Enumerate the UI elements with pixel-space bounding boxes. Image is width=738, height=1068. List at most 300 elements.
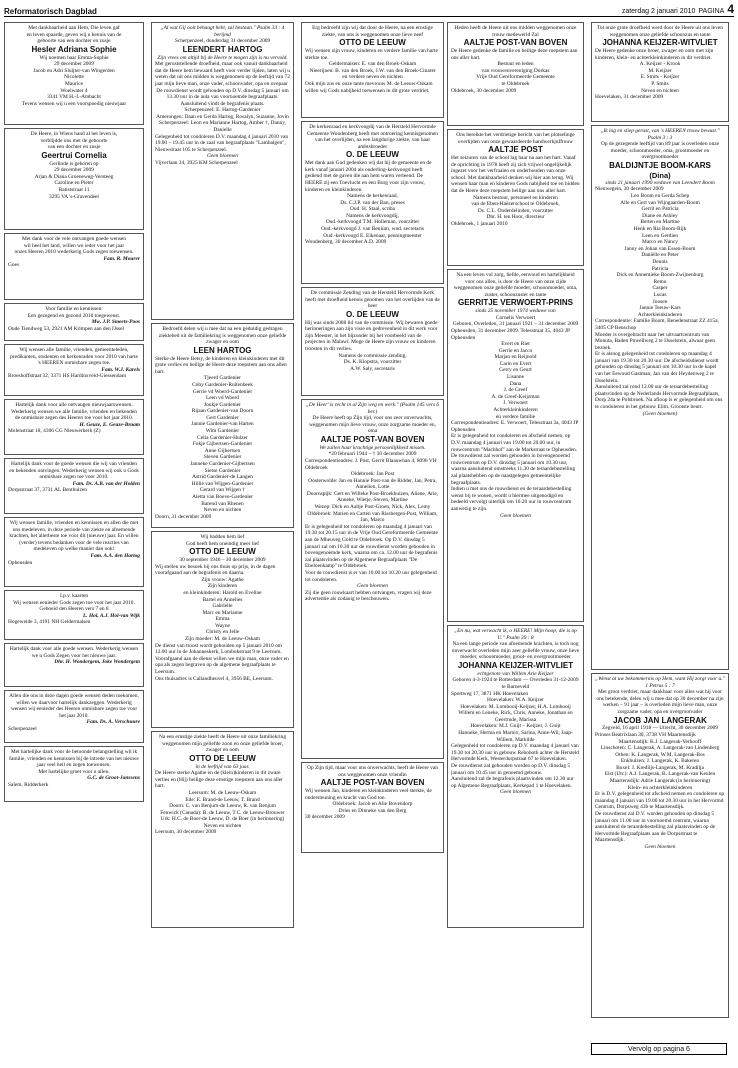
notice-family-line: en kleinkinderen: Harold en Eveline xyxy=(183,589,262,596)
notice-family-line: Steven Gardenier xyxy=(203,454,242,461)
notice-box xyxy=(447,269,584,622)
notice-signature: Mw. J.P. Smeets-Poos xyxy=(91,319,140,326)
notice-name: Geertrui Cornelia xyxy=(41,150,107,160)
notice-name: JOHANNA KEIJZER-WITVLIET xyxy=(457,660,574,670)
notice-line: De Heere, in Wiens hand al het leven is, xyxy=(30,131,118,137)
notice-box xyxy=(4,303,144,341)
notice-name: OTTO DE LEEUW xyxy=(189,753,256,763)
notice-box xyxy=(447,129,584,266)
notice-family-line: J. de Greef xyxy=(503,387,528,394)
notice-body: Met dank aan God gedenken wij dat hij de gemeente en de kerk vanaf januari 2004 als ouderling-kerkvoogd heeft gediend met de gaven die aan hem waren verleend. De HEERE zij een Toevlucht en een Burg voor zijn vrouw, kinderen en kleinkinderen. xyxy=(305,160,432,193)
notice-body-line: Gerlinde is geboren op xyxy=(49,160,99,167)
notice-family-line: Carin en Evert xyxy=(499,360,532,367)
notice-family-line: A.W. Saly, secretaris xyxy=(350,365,395,372)
notice-motto: „Ik lag en sliep gerust, van 's HEEREN trouw bewust." Psalm 3 : 3 xyxy=(600,128,720,141)
notice-family-line: Berten en Martine xyxy=(640,219,680,226)
notice-family-line: Zijn vrouw: Agathe xyxy=(201,576,244,583)
notice-footer: Vijverlaan 34, 3925 KM Scherpenzeel xyxy=(155,160,238,167)
notice-signature: H. Geuze, E. Geuze-Braam xyxy=(79,421,140,428)
notice-extra: De dienst van troost wordt gehouden op 5 januari 2010 om 13.00 uur in de Johanneskerk, Lombokstraat 9 te Leersum. Voorafgaand aan de dienst willen we mijn man, onze vader en opa als zegen begraven op de algemene begraafplaats te Leersum. xyxy=(155,642,289,676)
column-3 xyxy=(301,22,444,853)
notice-line: Wij wensen alle familie, vrienden, gemeenteleden, predikanten, studenten en kerkenraden voor 2010 van harte 's HEEREN onmisbare zegen toe. xyxy=(10,347,138,367)
notice-family-line: Barend van Rhenen xyxy=(201,500,244,507)
notice-extra: Gelegenheid tot condoleren op D.V. maandag 4 januari van 19.30 tot 20.30 uur in gebouw Rehoboth achter de Hersteld Hervormde Kerk, Westerdorpstraat 67 te Hoevelaken. xyxy=(451,743,580,763)
notice-line: Met dankbaarheid aan Hem, Die leven gaf xyxy=(28,25,120,31)
notice-family-line: Gerry en Geurt xyxy=(499,367,532,374)
notice-family-line: Joosen xyxy=(652,298,668,305)
notice-sub: Zijn vrees om altijd bij de Heere te mogen zijn is nu vervuld. xyxy=(157,54,288,61)
notice-family-line: Celia Gardenier-Hulzer xyxy=(197,434,248,441)
notice-sub: sinds 21 januari 1990 weduwe van Leendert Boom xyxy=(605,179,715,186)
notice-box xyxy=(4,22,144,125)
notice-box xyxy=(151,22,294,320)
notice-line: Hartelijk dank voor alle goede wensen. Wederkerig wensen we u Gods Zegen voor het nieuwe jaar. xyxy=(9,646,139,659)
notice-line: Allen die ons in deze dagen goede wensen deden toekomen, willen we daarvoor hartelijk dankzeggen. Wederkerig wensen wij eenieder des Heeren onmisbare zegen toe voor het jaar 2010. xyxy=(9,693,139,719)
notice-footer: Zij die geen rouwkaart hebben ontvangen, vragen wij deze advertentie als zodanig te beschouwen. xyxy=(305,589,432,603)
notice-family-line: van vrouwenvereniging Dorkas xyxy=(481,67,550,74)
notice-box xyxy=(301,399,444,759)
notice-body: Het seizuren van de school lag haar na aan het hart. Vanaf de oprichting in 1978 heeft zij zich vrijwel ongelijkelijk ingezet voor het verfraaien en onderhouden van onze school. Met dankbaarheid denken wij hier aan terug. Wij wensen haar man en kinderen Gods nabijheid toe en bidden dat de Heere deze roepstem heilige aan ons aller hart. xyxy=(451,154,580,194)
notice-body: Sterke de Heere Betsy, de kinderen en kleinkinderen met dit grote verlies en heilige de Heere deze roepstem aan ons allen hart. xyxy=(155,355,287,375)
notice-family-line: Ede: E. Brand-de Leeuw, T. Brand xyxy=(185,796,260,803)
notice-extra: Correspondentie: Familie Boom, Benedenstraat ZZ 415a, 3405 CP Benschop xyxy=(595,318,719,331)
notice-family-line: Evert en Riet xyxy=(501,341,530,348)
notice-line: God heeft hem oneindig meer lief xyxy=(186,540,259,547)
notice-family-line: Enkhuizen: J. Langerak, K. Bakeren xyxy=(620,758,700,765)
notice-line: Met dank voor de vele ontvangen goede wensen xyxy=(21,236,127,242)
notice-extra: Er is D.V. gelegenheid tot afscheid nemen en condoleren op maandag 4 januari van 19.00 tot 20.30 uur in het Hervormd Centrum, Dorpsweg 43b te Maartensdijk. xyxy=(595,791,725,811)
notice-body-line: Arjan & Diana Groeneweg-Versteeg xyxy=(34,173,114,180)
notice-family-line: Tjeerd Gardenier xyxy=(204,375,241,382)
notice-line: Hartelijk dank voor de goede wensen die wij van vrienden en bekenden ontvingen. Wederkerig wensen wij ook u Gods onmisbare zegen toe voor 2010. xyxy=(9,461,139,481)
notice-name: GERRITJE VERWOERT-PRINS xyxy=(458,298,573,308)
notice-family-line: Maartensdijk: Adrie Langerak (in herinnering) xyxy=(609,778,711,785)
notice-motto: „De Heer' is recht in al Zijn weg en werk." (Psalm 145 vers 6 ber.) xyxy=(305,402,440,415)
notice-place: Molenstraat 18, 4306 CG Nieuwerkerk (Z) xyxy=(8,428,101,435)
notice-family-line: Ds. C.L. Onderdelinden, voorzitter xyxy=(477,207,554,214)
notice-family-line: Willem en Leneke, Rick, Chris, Anneke, Jonathan en Geertrude, Marissa xyxy=(458,710,573,723)
notice-family-line: Dana xyxy=(509,380,522,387)
notice-family-line: van de Eben-Haëzerschool te Oldebroek, xyxy=(471,201,560,208)
notice-family-line: en verdere familie xyxy=(495,413,536,420)
notice-line: Wij hadden hem lief xyxy=(200,534,245,540)
notice-family-line: Dick en Annemieke Boom-Zwijnenburg xyxy=(616,272,704,279)
notice-signature: Fam. A.A. den Hartog xyxy=(90,552,140,559)
notice-name: AALTJE POST-VAN BOVEN xyxy=(320,434,425,444)
notice-family-line: Gerard van Wijgen † xyxy=(199,487,246,494)
notice-signature: Dhr. H. Wondergem, Joke Wondergem xyxy=(54,659,140,666)
notice-family-line: Scherpenzeel: E. Hartog-Gardenier xyxy=(184,107,261,114)
notice-box xyxy=(447,22,584,126)
notice-footer: 30 december 2009 xyxy=(305,814,345,821)
notice-sub: echtgenote van Willem Arie Keijzer xyxy=(477,670,554,677)
notice-box xyxy=(151,323,294,528)
notice-extra: Ook mijn zus en onze tante mevrouw M. de Leeuw-Oskam willen wij Gods nabijheid toewensen in dit grote verdriet. xyxy=(305,80,433,94)
notice-family-line: Ds. C.J.P. van der Ban, preses xyxy=(340,199,405,206)
notice-family-line: Oud. H. Staal, scriba xyxy=(350,206,395,213)
notice-family-line: Leo Boom en Gerda Schep xyxy=(630,193,690,200)
notice-family-line: Gerrit en Patricia xyxy=(641,206,679,213)
notice-family-line: Astrid Gardenier-de Langen xyxy=(192,474,253,481)
notice-closing: (Geen bloemen) xyxy=(642,410,678,417)
notice-extra: Moeder is overgebracht naar het uitvaartcentrum van Monuta, Baden Powellweg 2 te IJsselstein, alwaar geen bezoek. xyxy=(595,331,715,351)
notice-place: Oude Tiendweg 53, 2921 AM Krimpen aan den IJssel xyxy=(8,325,125,332)
notice-line: onzes Heeren 2010 wederkerig Gods zegen toewensen. xyxy=(14,249,134,256)
notice-family-line: Achterkleinkinderen xyxy=(637,311,683,318)
notice-family-line: Jannie Teeuw-Kars xyxy=(639,305,681,312)
notice-family-line: Oldebroek: Jacob en Alie Bovendorp xyxy=(332,801,413,808)
notice-family-line: Achterkleinkinderen xyxy=(493,407,538,414)
notice-motto: „Wenst al uw bekommernis op Hem, want Hij zorgt voor u." 1 Petrus 5 : 7 xyxy=(595,676,725,689)
notice-family-line: Anne Gijbertsen xyxy=(204,447,241,454)
notice-family-line: J. Verwoert xyxy=(503,400,528,407)
notice-dates: 30 september 1946 – 30 december 2009 xyxy=(179,556,266,563)
notice-intro: Tot onze grote droefheid werd door de Heere uit ons leven weggenomen onze geliefde schoonzus en tante xyxy=(597,25,723,38)
notice-sub: Cornelis Verwoert xyxy=(495,314,536,321)
notice-family-line: Aletta van Boeve-Gardenier xyxy=(192,494,253,500)
notice-family-line: Hoevelaken: W.A. Keijzer xyxy=(487,697,544,704)
notice-box xyxy=(591,125,729,670)
notice-line: wil heel het land, willen we ieder voor het jaar xyxy=(23,242,125,249)
notice-extra: De rouwdienst zal D.V. worden gehouden op dinsdag 5 januari om 11.00 uur in voornoemd centrum, waarna aansluitend de teraardebestelling zal plaatsvinden op de Hervormde Begraafplaats aan de Dorpsstraat te Maartensdijk. xyxy=(595,811,716,844)
notice-family-line: Henk en Ria Boom-Rijk xyxy=(633,226,687,233)
notice-extra: Er is gelegenheid tot condoleren op maandag 4 januari van 19.30 tot 20.15 uur in de Vrije Oud Gereformeerde Gemeente aan de Mheuveg Gold te Oldebroek. Op D.V. dinsdag 5 januari zal om 10.30 uur de rouwdienst worden gehouden in bovengenoemde kerk, waarna om ca. 12.00 uur de begrafenis zal plaatsvinden op de Algemene Begraafplaats "De Ebeloenkamp" te Oldebroek. xyxy=(305,523,438,570)
notice-name: AALTJE POST-VAN BOVEN xyxy=(463,38,568,48)
notice-motto: „En nu, wat verwacht ik, o HEERE! Mijn hoop, die is op U." Psalm 39 : 8 xyxy=(454,628,577,641)
notice-body: De Heere gedenke onze broer, zwager en oom met zijn kinderen, klein- en achterkleinkinderen in dit verdriet. xyxy=(595,47,714,61)
notice-family-line: Hanneke, Herma en Marnix, Sarina, Anne-Wil, Jaap-Willem, Mathilde xyxy=(458,730,573,743)
notice-signature: Fam. Ds. A. Verschuure xyxy=(86,719,140,726)
notice-family-line: Oldebroek: Marien en Carten van Rissbergen-Post, William, Jan, Marco xyxy=(307,510,438,524)
notice-box xyxy=(4,344,144,396)
notice-signature: Fam. Ds. A.B. van der Holden xyxy=(72,480,140,487)
notice-body: Sportweg 17, 3871 HK Hoevelaken xyxy=(451,690,529,697)
notice-dates: *20 februari 1944 – † 30 december 2009 xyxy=(328,451,417,458)
notice-family-line: Oud.-kerkvoogd J. van Benium, wnd. secretaris xyxy=(321,226,424,233)
notice-family-line: Geldermalsen: E. van den Broek-Oskam xyxy=(328,61,417,68)
notice-name: OTTO DE LEEUW xyxy=(189,547,256,557)
notice-name: AALTJE POST xyxy=(488,145,543,155)
notice-family-line: Dries en Dinneke van den Berg xyxy=(338,807,407,814)
masthead xyxy=(4,3,734,17)
notice-box xyxy=(301,22,444,118)
notice-family-line: Maartensdijk: K.J. Langerak-Verhooff xyxy=(618,738,702,745)
notice-family-line: Diane en Ashley xyxy=(642,212,678,219)
notice-family-line: P. Smits xyxy=(651,80,669,87)
notice-family-line: Marjan en Reijnold xyxy=(494,354,537,361)
notice-sub: sinds 25 november 1974 weduwe van xyxy=(475,308,556,315)
notice-family-line: Patricia xyxy=(651,265,669,272)
page-label: PAGINA xyxy=(698,8,725,15)
notice-family-line: Gabrielle xyxy=(212,603,233,610)
notice-intro: Bedroefd delen wij u mee dat na een geduldig gedragen ziektebed uit de familiekring is weggenomen onze geliefde zwager en oom xyxy=(158,326,287,346)
notice-body: Hij was sinds 2008 lid van de commissie. Wij bewaren goede herinneringen aan zijn visie en gedrevenheid in dit werk voor zijn Meester, in het bijzonder bij het voorbeeld van de projecten in Malawi. Moge de Heere zijn vrouw en kinderen troosten in dit verlies. xyxy=(305,319,438,352)
notice-body: Met geruststellende droefheid, maar ook vanuit dankbaarheid dat de Heere hem bewaard heeft voor verder lijden, laten wij u weten dat uit ons midden is weggenomen op de leeftijd van 72 jaar mijn lieve man, onze vader, schoonvader, opa en ovepaar xyxy=(155,61,291,87)
notice-family-line: te Oldebroek xyxy=(501,80,530,87)
notice-name: O. DE LEEUW xyxy=(346,150,399,160)
notice-family-line: Namens de kerkenraad, xyxy=(347,193,398,200)
notice-place: Scherpenzeel xyxy=(8,725,37,732)
notice-family-line: Dennis xyxy=(652,258,668,265)
notice-intro: Erg bedroefd zijn wij dat door de Heere, na een ernstige ziekte, van ons is weggenomen onze lieve neef xyxy=(312,25,433,38)
notice-family-line: Joukje Gardenier xyxy=(204,401,241,408)
notice-place: Opheusden xyxy=(8,559,33,566)
notice-family-line: Aansluitend vindt de begrafenis plaats. xyxy=(180,100,265,107)
notice-name: JOHANNA KEIJZER-WITVLIET xyxy=(602,38,718,48)
notice-body-line: Tevens wensen wij u een voorspoedig nieuwjaar xyxy=(21,100,127,107)
notice-body-line: 29 december 2009 xyxy=(54,61,94,68)
notice-footer: Ons thuisadres is Callandheuvel 4, 3956 BE, Leersum. xyxy=(155,675,273,682)
column-5 xyxy=(591,22,729,1018)
notice-family-line: Wayne xyxy=(215,622,230,629)
notice-extra: Aansluitend zal de begrafenis plaatsvinden om 12.30 uur op Algemene Begraafplaats, Kerkepad 1 te Hoevelaken. xyxy=(451,776,574,789)
notice-box xyxy=(301,762,444,853)
notice-family-line: Linschoten: C. Langerak, A. Langerak-van Lindenberg xyxy=(600,745,720,752)
notice-family-line: Gerrie en Jacco xyxy=(498,347,533,354)
notice-signature: Fam. W.J. Karels xyxy=(101,366,140,373)
notice-intro: De commissie Zending van de Hersteld Hervormde Kerk heeft met droefheid kennis genomen van het overlijden van de heer xyxy=(305,290,440,310)
notice-body: Opheusden, 31 december 2009. Telesstraat 35, 4043 JP Opheusden xyxy=(451,327,570,341)
notice-body-line: Woelwater 4 xyxy=(60,87,88,94)
notice-box xyxy=(151,531,294,728)
notice-body-line: Maurice xyxy=(65,80,83,87)
notice-intro: Na een ernstige ziekte heeft de Heere uit onze familiekring weggenomen mijn geliefde zoon en onze geliefde broer, zwager en oom xyxy=(158,734,287,754)
notice-family-line: Scherpenzeel: Leon en Marianne Hartog, Amber †, Danny, Danielle xyxy=(159,120,286,134)
notice-name: JACOB JAN LANGERAK xyxy=(613,715,707,725)
notice-family-line: Bestuur en leden xyxy=(497,61,534,68)
notice-closing: Geen bloemen xyxy=(500,789,531,796)
notice-intro: Heden heeft de Heere uit ons midden weggenomen onze trouw medewerid Zal xyxy=(454,25,577,38)
notice-intro: De Heere heeft op Zijn tijd, voor ons zeer onverwachts, weggenomen mijn lieve vrouw, onze zorgzame moeder en, oma xyxy=(309,415,436,435)
notice-family-line: Othen: K. Langerak, W.M. Langerak-Bos xyxy=(615,751,705,758)
notice-name: AALTJE POST-VAN BOVEN xyxy=(320,778,425,788)
column-1 xyxy=(4,22,144,802)
notice-extra: Voor de rouwdienst is er van 10.00 tot 10.20 uur gelegenheid tot condoleren. xyxy=(305,570,437,583)
notice-place: Broeshoffstraat 32, 3371 HS Hardinxveld-Giessendam xyxy=(8,373,127,380)
notice-box xyxy=(591,22,729,122)
notice-family-line: Emma xyxy=(215,616,230,623)
notice-closing: Geen bloemen xyxy=(357,583,388,590)
notice-line: Wij wensen familie, vrienden en kennissen en allen die met ons medeleven, in deze periode van ziekte en afnemende krachten, het allerbeste toe voor dit (nieuwe) jaar. En willen (verder) tevens bedanken voor de vele reacties van medeleven op welke manier dan ook! xyxy=(9,520,139,553)
notice-family-line: De rouwdienst wordt gehouden op D.V. dinsdag 5 januari om 13.30 uur in de aula van voornoemde begraafplaats. xyxy=(156,87,289,101)
notice-intro: Na een leven vol zorg, liefde, eenvoud en hartelijkheid voor ons allen, is door de Heere van onze zijde weggenomen onze geliefde moeder, schoonmoeder, oma, zuster, schoonzuster en tante xyxy=(453,272,578,298)
notice-family-line: Jannie Gardenier-van Harten xyxy=(191,421,254,428)
notice-box xyxy=(4,643,144,687)
issue-date: zaterdag 2 januari 2010 xyxy=(621,8,696,15)
notice-family-line: Lisanne xyxy=(506,374,525,381)
notice-sub: in de leeftijd van 63 jaar. xyxy=(195,763,250,770)
notice-box xyxy=(301,121,444,284)
notice-extra: Correspondentieadres: E. Verwoert, Telesstraat 3a, 4043 JP Opheusden xyxy=(451,420,579,433)
notice-family-line: Sietse Gardenier xyxy=(204,467,241,474)
notice-line: Met hartelijke groet voor u allen. xyxy=(38,768,110,775)
notice-box xyxy=(4,399,144,455)
notice-family-line: Nieerijnen: B. van den Broek, J.W. van den Broek-Cinaret xyxy=(309,67,436,74)
notice-extra: De rouwdienst zal gehouden worden op D.V. dinsdag 5 januari om 10.45 uur in genoemd gebouw. xyxy=(451,763,571,776)
notice-family-line: Elst (Utr.): A.J. Langerak, B. Langerak-van Keulen xyxy=(604,771,716,778)
notice-footer: Oldebroek, 1 januari 2010 xyxy=(451,220,508,227)
notice-family-line: Marc en Marianne xyxy=(202,609,243,616)
notice-body-line: 3295 VA 's-Gravendeel xyxy=(49,193,99,200)
notice-line: verblijdde ons met de geboorte xyxy=(40,137,108,144)
paper-name: Reformatorisch Dagblad xyxy=(4,7,97,16)
notice-box xyxy=(4,458,144,514)
notice-closing: Geen bloemen xyxy=(644,844,676,850)
notice-name: Hesler Adriana Sophie xyxy=(31,44,117,54)
notice-family-line: Coby Gardenier-Ruitenbeek xyxy=(192,381,253,388)
notice-body: Wij wensen Jan, kinderen en kleinkinderen veel sterkte, de ondersteuning en kracht van God toe. xyxy=(305,787,432,801)
notice-extra: Er is gelegenheid tot condoleren en afscheid nemen, op D.V. maandag 4 januari van 19.00 tot 20.00 uur, in rouwcentrum "Machhof" aan de Markstraat te Opheusden. De rouwdienst zal worden gehouden in bovengenoemd rouwcentrum op D.V. dinsdag 5 januari om 10.30 uur, waarna aansluitend omstreeks 11.30 de teraardebestelling zal plaatshebben op de naastgelegen gemeentelijke begraafplaats. xyxy=(451,433,578,486)
notice-intro: Op de gezegende leeftijd van 89 jaar is overleden onze moeder, schoonmoeder, oma, grootmoeder en overgrootmoeder xyxy=(600,141,720,161)
notice-family-line: Dhr. H. ten Hoor, directeur xyxy=(486,214,545,221)
notice-family-line: Marco en Nancy xyxy=(642,239,678,246)
notice-family-line: Christy en Jelle xyxy=(205,629,240,636)
notice-family-line: Leen vd Woerd xyxy=(206,395,239,402)
notice-family-line: Zijn kinderen xyxy=(207,583,238,590)
notice-family-line: Fokje Gijbertsen-Gardenier xyxy=(192,441,253,448)
notice-family-line: Bartel en Annelies xyxy=(202,596,243,603)
notice-family-line: Lucas xyxy=(653,291,667,298)
notice-footer: Doorn, 31 december 2009 xyxy=(155,513,212,520)
notice-name: O. DE LEEUW xyxy=(346,309,399,319)
notice-body-line: 29 december 2009 xyxy=(54,167,94,174)
notice-name: BALDIJNTJE BOOM-KARS xyxy=(609,160,711,170)
notice-extra: Indien u met ons de rouwdienst en de teraardebestelling wenst bij te wonen, wordt u hiermee uitgenodigd en bedeeld vervolgt uiterlijk om 10.20 uur in rouwcentrum aanwezig te zijn. xyxy=(451,486,572,512)
notice-place: Salem, Ridderkerk xyxy=(8,781,49,788)
notice-family-line: Namens de kerkvoogdij, xyxy=(346,212,399,219)
notice-family-line: Oud.-kerkvoogd E. Eikenaar, penningmeester xyxy=(323,232,422,239)
notice-body: Nieuwegein, 30 december 2009 xyxy=(595,186,664,193)
notice-family-line: Hillie van Wijgen-Gardenier xyxy=(191,480,254,487)
notice-body-line: Wij noemen haar Emma-Sophie xyxy=(39,54,109,61)
notice-line: Een gezegend en gezond 2010 toegewenst. xyxy=(27,312,121,319)
notice-place: Dorpsstraat 37, 3731 AL Benthuizen xyxy=(8,487,87,494)
notice-family-line: Namens bestuur, personeel en kinderen xyxy=(473,194,558,201)
notice-family-line: Neven en nichten xyxy=(641,87,679,94)
notice-family-line: Doornspijk: Gert en Willeke Post-Broekhuizen, Aliene, Arie, Anneke, Wietje, Steven, Martine xyxy=(306,490,439,504)
notice-family-line: A. de Greef-Keijzman xyxy=(491,393,540,400)
notice-family-line: A. Keijzer - Krook xyxy=(639,61,681,68)
notice-family-line: Zijn moeder: M. de Leeuw-Oskam xyxy=(185,636,260,643)
notice-family-line: Urk: H.C. de Boer-de Leeuw, D. de Boer (in herinnering) xyxy=(160,816,285,823)
notice-family-line: Wim Gardenier xyxy=(205,428,240,435)
notice-family-line: Casper xyxy=(652,285,668,292)
column-2 xyxy=(151,22,294,928)
notice-closing: Geen bloemen xyxy=(500,512,531,519)
page-info xyxy=(622,2,734,16)
notice-line: Wij wensen eenieder Gods zegen toe voor het jaar 2010. xyxy=(13,599,135,606)
notice-family-line: Gerrie vd Woerd-Gardenier xyxy=(192,388,253,395)
notice-line: en leven spaarde, geven wij u kennis van de xyxy=(26,31,122,38)
notice-footer: Oldebroek, 30 december 2009 xyxy=(451,87,517,94)
notice-body-line: Caroline en Pieter xyxy=(54,180,94,187)
notice-body-line: Nicolette xyxy=(64,74,84,81)
notice-family-line: E. Smits - Keijzer xyxy=(640,74,680,81)
notice-box xyxy=(4,590,144,640)
notice-family-line: Klein- en achterkleinkinderen xyxy=(627,784,693,791)
notice-body: Wij wensen zijn vrouw, kinderen en verdere familie van harte sterkte toe. xyxy=(305,47,438,61)
notice-intro: Ons bereikte het verdrietige bericht van het plotselinge overlijden van onze gewaardeerde handwerkjuffrouw xyxy=(456,132,575,145)
notice-family-line: Amerongen: Daan en Gerda Hartog, Rosalyn, Suzanne, Jovin xyxy=(156,113,289,120)
notice-family-line: Rijaan Gardenier-van Doorn xyxy=(191,408,254,415)
notice-intro: De kerkenraad en kerkvoogdij van de Hersteld Hervormde Gemeente Woudenberg heeft met ontroering kennisgenomen van het overlijden, na een langdurige ziekte, van haar ambtsbroeder xyxy=(307,124,438,150)
notice-dates: Zegveld, 16 april 1918 — Utrecht, 30 december 2009 xyxy=(602,725,718,732)
notice-box xyxy=(151,731,294,928)
notice-intro: Na een lange periode van afnemende krachten, is toch nog onverwacht overleden mijn zeer geliefde vrouw, onze lieve moeder, schoonmoeder, groot- en overgrootmoeder xyxy=(451,641,580,661)
column-4 xyxy=(447,22,584,928)
notice-family-line: Oosterwolde: Jan en Hannie Post-van de Ridder, Jan, Petra, Annelien, Lotte xyxy=(308,477,437,491)
notice-family-line: Vrije Oud Gereformeerde Gemeente xyxy=(476,74,555,81)
notice-family-line: Daniëlle en Peter xyxy=(641,252,679,259)
notice-signature: G.C. de Groot-Janssens xyxy=(87,775,140,782)
notice-family-line: en verdere neven en nichten xyxy=(342,74,403,81)
notice-motto: „Al wat Gij ooit behaagt hebt, zal bestaan." Psalm 33 : 4 berijmd xyxy=(160,25,285,38)
notice-body: Correspondentieadres: J. Post, Gerrit Blaauwhan 4, 8096 VH Oldebroek xyxy=(305,457,437,471)
notice-body-line: Jacob en Adri Sluijter-van Wingerden xyxy=(33,67,115,74)
notice-family-line: Hoevelaken: M.J. Guijt – Keijzer, J. Guijt xyxy=(470,723,561,730)
notice-signature: L. Hol, A.J. Hol-van Wijk xyxy=(82,612,140,619)
notice-body: Prinses Beatrixlaan 30, 3738 VH Maartensdijk xyxy=(595,731,696,738)
notice-line: van een dochter en zusje xyxy=(47,144,101,151)
notice-family-line: Boxel: J. Krediljs-Langerak, M. Kradilja xyxy=(616,764,704,771)
notice-box xyxy=(591,673,729,1018)
notice-intro: Scherpenzeel, donderdag 31 december 2009 xyxy=(174,38,271,45)
notice-family-line: Fenwick (Canada): B. de Leeuw, T.C. de Leeuw-Brouwer xyxy=(160,809,285,816)
notice-family-line: Hoevelaken: M. Lombooij-Keijzer, H.A. Lombooij xyxy=(460,703,571,710)
notice-family-line: Doorn: C. van Benjum-de Leeuw, R. van Benjum xyxy=(169,803,276,810)
notice-family-line: Namens de commissie zending, xyxy=(338,352,407,359)
notice-family-line: Leen en Gerdien xyxy=(642,232,678,239)
notice-family-line: Leersum: M. de Leeuw-Oskam xyxy=(188,789,257,796)
notice-family-line: Neven en nichten xyxy=(203,507,242,514)
notice-name: OTTO DE LEEUW xyxy=(339,38,406,48)
notice-dates: Geboren 4-3-1924 te Rotterdam — Overleden 31-12-2009 te Barneveld xyxy=(452,677,579,690)
notice-name: LEEN HARTOG xyxy=(193,345,252,355)
notice-box xyxy=(4,690,144,743)
notice-name: LEENDERT HARTOG xyxy=(182,44,263,54)
notice-place: Hogeweide 3, 4191 NH Geldermalsen xyxy=(8,619,91,626)
notice-family-line: Alle en Gert van Wijngaarden-Boom xyxy=(620,199,700,206)
notice-dates: Geboren, Overleden, 31 januari 1921 – 31 december 2009 xyxy=(452,321,579,328)
notice-place: Goes xyxy=(8,262,20,269)
notice-footer: Woudenberg, 30 december A.D. 2009 xyxy=(305,239,387,246)
notice-box xyxy=(4,517,144,587)
notice-box xyxy=(447,625,584,928)
notice-intro: Met groot verdriet, maar dankbaar voor alles wat hij voor ons betekende, delen wij u mee dat op 30 december na zijn werken – 91 jaar – is overleden mijn lieve man, onze zorgzame vader, opa en overgrootvader xyxy=(596,689,724,715)
notice-line: geboorte van een dochter en zusje xyxy=(37,38,111,45)
notice-extra: Aansluitend zal rond 12.00 uur de teraardebestelling plaatsvinden op de Nederlands Hervormde Begraafplaats, Dorp 24a te Polsbroek. Na afloop is er gelegenheid om ons te condoleren in het gebouw Elim. Grootste beurt. xyxy=(595,384,723,411)
notice-family-line: Gert Gardenier xyxy=(206,414,239,421)
notice-family-line: M. Keijzer xyxy=(648,67,672,74)
notice-body-line: 3341 VM H.-I.-Ambacht xyxy=(47,94,101,101)
notice-box xyxy=(4,128,144,230)
continued-note: Vervolg op pagina 6 xyxy=(591,1043,727,1055)
notice-line: Met hartelijke dank voor de betoonde belangstelling wil ik familie, vrienden en kennissen bij de intrede van het nieuwe jaar veel heil en zegen toewensen. xyxy=(9,749,139,769)
notice-family-line: Janny en Johan van Essen-Boom xyxy=(624,245,696,252)
page-number: 4 xyxy=(727,2,734,16)
notice-family-line: Remo xyxy=(653,278,667,285)
notice-box xyxy=(301,287,444,396)
notice-family-line: Wezep: Dick en Aaltje Post-Groen, Nick, Alex, Lemy xyxy=(314,504,431,511)
notice-footer: Hoevelaken, 31 december 2009 xyxy=(595,94,664,101)
notice-family-line: Janneke Gardenier-Gijbertsen xyxy=(190,461,255,468)
notice-family-line: Neven en nichten xyxy=(203,822,242,829)
notice-name-alt: (Dina) xyxy=(649,170,671,180)
notice-body: De Heere sterke Agathe en de (klein)kinderen in dit zware verlies en (Hij) heilige deze ernstige roepstem aan ons aller hart. xyxy=(155,770,283,790)
notice-extra: Er is alsnog gelegenheid tot condoleren op maandag 4 januari van 19.30 tot 20.30 uur. De afscheidsdienst wordt gehouden op dinsdag 5 januari om 10.30 uur in de kapel van het Eewoud Gastman, Jan van der Heydenweg 2 te IJsselstein. xyxy=(595,351,719,384)
notice-family-line: Oldebroek: Jan Post xyxy=(350,471,395,478)
notice-intro: Op Zijn tijd, maar voor ons onverwachts, heeft de Heere van ons weggenomen onze vriendin xyxy=(307,765,438,778)
